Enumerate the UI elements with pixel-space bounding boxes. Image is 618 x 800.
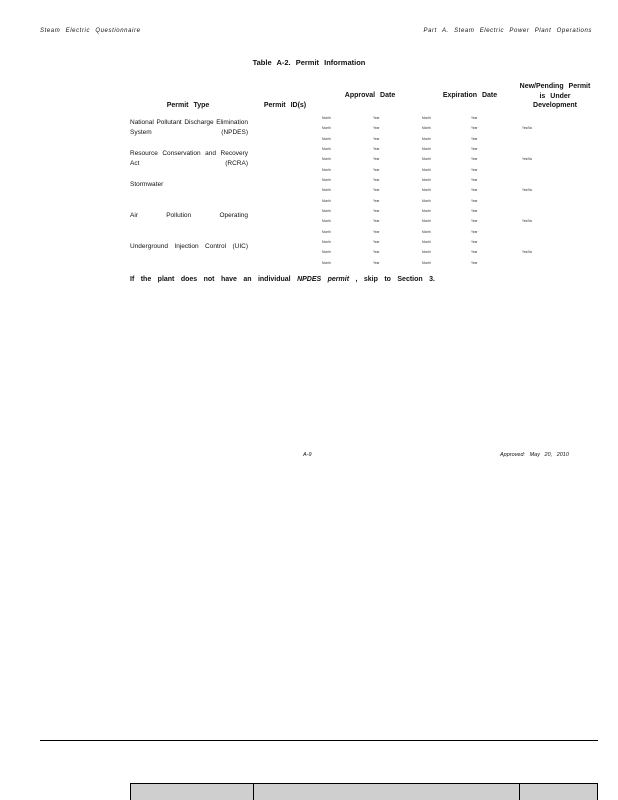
expiration-year-field[interactable]: Year [471,261,478,265]
page-number: A-9 [303,452,312,458]
expiration-month-field[interactable]: Month [422,199,431,203]
expiration-month-field[interactable]: Month [422,209,431,213]
approval-month-field[interactable]: Month [322,219,331,223]
expiration-year-field[interactable]: Year [471,137,478,141]
approval-year-field[interactable]: Year [373,137,380,141]
approval-year-field[interactable]: Year [373,250,380,254]
expiration-year-field[interactable]: Year [471,126,478,130]
header-right: Part A. Steam Electric Power Plant Operations [423,28,592,34]
approval-month-field[interactable]: Month [322,209,331,213]
approval-year-field[interactable]: Year [373,168,380,172]
approval-year-field[interactable]: Year [373,230,380,234]
new-pending-yes-no-field[interactable]: Yes/No [522,250,533,254]
expiration-year-field[interactable]: Year [471,157,478,161]
approval-year-field[interactable]: Year [373,116,380,120]
approval-year-field[interactable]: Year [373,157,380,161]
expiration-month-field[interactable]: Month [422,250,431,254]
expiration-year-field[interactable]: Year [471,230,478,234]
expiration-year-field[interactable]: Year [471,219,478,223]
approval-month-field[interactable]: Month [322,168,331,172]
approval-month-field[interactable]: Month [322,250,331,254]
expiration-year-field[interactable]: Year [471,116,478,120]
expiration-year-field[interactable]: Year [471,250,478,254]
expiration-year-field[interactable]: Year [471,178,478,182]
new-pending-yes-no-field[interactable]: Yes/No [522,219,533,223]
table-row [130,178,600,209]
approval-year-field[interactable]: Year [373,147,380,151]
approval-month-field[interactable]: Month [322,178,331,182]
approval-month-field[interactable]: Month [322,137,331,141]
instruction-text-end: , skip to Section 3. [355,276,435,283]
expiration-month-field[interactable]: Month [422,219,431,223]
approval-year-field[interactable]: Year [373,188,380,192]
table-row [130,147,600,178]
new-pending-yes-no-field[interactable]: Yes/No [522,126,533,130]
skip-instruction [130,276,435,283]
table-row [130,116,600,147]
header-left: Steam Electric Questionnaire [40,28,141,34]
approval-month-field[interactable]: Month [322,116,331,120]
column-header-expiration-date: Expiration Date [442,92,498,99]
footer-bar-divider [519,784,520,800]
expiration-month-field[interactable]: Month [422,147,431,151]
table-row [130,240,600,271]
column-header-approval-date: Approval Date [344,92,396,99]
footer-bar [130,783,598,800]
approval-year-field[interactable]: Year [373,209,380,213]
approval-month-field[interactable]: Month [322,230,331,234]
table-row [130,209,600,240]
expiration-year-field[interactable]: Year [471,240,478,244]
new-pending-yes-no-field[interactable]: Yes/No [522,188,533,192]
footer-rule [40,740,598,741]
approval-year-field[interactable]: Year [373,126,380,130]
approval-month-field[interactable]: Month [322,147,331,151]
expiration-month-field[interactable]: Month [422,240,431,244]
table-title: Table A-2. Permit Information [252,58,366,67]
approval-year-field[interactable]: Year [373,199,380,203]
permit-type-label: Underground Injection Control (UIC) [130,243,248,250]
permit-type-label: Stormwater [130,181,164,188]
expiration-year-field[interactable]: Year [471,147,478,151]
expiration-month-field[interactable]: Month [422,116,431,120]
expiration-month-field[interactable]: Month [422,230,431,234]
expiration-month-field[interactable]: Month [422,126,431,130]
expiration-month-field[interactable]: Month [422,261,431,265]
expiration-month-field[interactable]: Month [422,157,431,161]
expiration-month-field[interactable]: Month [422,137,431,141]
column-header-new-pending: New/Pending Permit is Under Development [519,83,591,109]
instruction-emphasis: NPDES permit [297,276,350,283]
permit-type-label: National Pollutant Discharge Elimination System (NPDES) [130,119,248,136]
permit-type-label: Resource Conservation and Recovery Act (RCRA) [130,150,248,167]
column-header-permit-type: Permit Type [166,102,210,109]
approval-year-field[interactable]: Year [373,178,380,182]
approval-year-field[interactable]: Year [373,240,380,244]
approval-month-field[interactable]: Month [322,261,331,265]
permit-type-label: Air Pollution Operating [130,212,248,219]
approval-month-field[interactable]: Month [322,199,331,203]
footer-bar-divider [253,784,254,800]
approval-month-field[interactable]: Month [322,188,331,192]
new-pending-yes-no-field[interactable]: Yes/No [522,157,533,161]
approval-month-field[interactable]: Month [322,157,331,161]
expiration-year-field[interactable]: Year [471,199,478,203]
column-header-permit-id: Permit ID(s) [263,102,307,109]
expiration-month-field[interactable]: Month [422,178,431,182]
instruction-text: If the plant does not have an individual [130,276,291,283]
approval-month-field[interactable]: Month [322,126,331,130]
expiration-year-field[interactable]: Year [471,168,478,172]
expiration-month-field[interactable]: Month [422,168,431,172]
approval-year-field[interactable]: Year [373,219,380,223]
expiration-year-field[interactable]: Year [471,188,478,192]
approval-date-footer: Approved: May 20, 2010 [500,452,569,458]
approval-year-field[interactable]: Year [373,261,380,265]
expiration-month-field[interactable]: Month [422,188,431,192]
expiration-year-field[interactable]: Year [471,209,478,213]
approval-month-field[interactable]: Month [322,240,331,244]
